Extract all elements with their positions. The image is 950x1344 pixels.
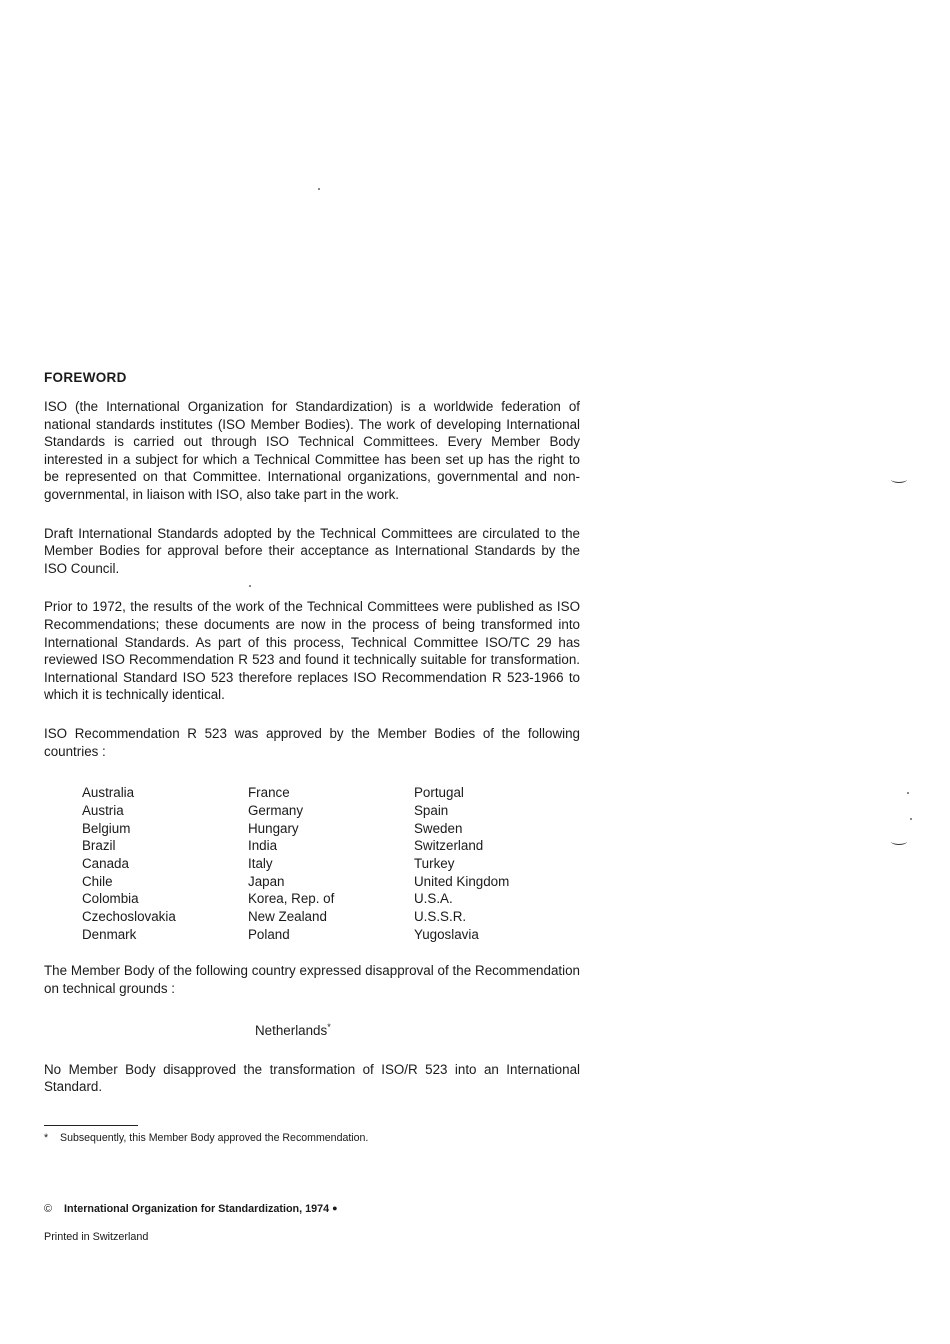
countries-column-1	[82, 784, 248, 943]
scan-artifact-dot	[907, 792, 909, 794]
scan-artifact-dot	[249, 585, 251, 587]
country-item: Korea, Rep. of	[248, 891, 335, 907]
country-item: Colombia	[82, 891, 139, 907]
footnote-reference-mark: *	[327, 1021, 331, 1032]
foreword-paragraph-2: Draft International Standards adopted by the Technical Committees are circulated to the Member Bodies for approval before their acceptance as International Standards by the ISO Council.	[44, 525, 580, 576]
disapproving-country-name: Netherlands	[255, 1022, 328, 1038]
country-item: Japan	[248, 873, 285, 889]
country-item: Hungary	[248, 820, 299, 836]
country-item: Brazil	[82, 838, 116, 854]
country-item: Portugal	[414, 785, 464, 801]
footnote	[44, 1131, 368, 1145]
country-item: Germany	[248, 802, 304, 818]
country-item: India	[248, 838, 278, 854]
closing-paragraph: No Member Body disapproved the transformation of ISO/R 523 into an International Standard.	[44, 1061, 580, 1095]
country-item: Poland	[248, 926, 290, 942]
disapproval-paragraph: The Member Body of the following country expressed disapproval of the Recommendation on technical grounds :	[44, 963, 580, 997]
countries-column-2	[248, 784, 414, 943]
country-item: Canada	[82, 855, 129, 871]
country-item: Yugoslavia	[414, 926, 479, 942]
copyright-icon: ©	[44, 1203, 52, 1215]
scan-artifact-mark	[891, 476, 907, 483]
foreword-paragraph-3: Prior to 1972, the results of the work of the Technical Committees were published as ISO Recommendations; these documents are now in the process of being transformed into International Standards. As part of this process, Technical Committee ISO/TC 29 has reviewed ISO Recommendation R 523 and found it technically suitable for transformation. International Standard ISO 523 therefore replaces ISO Recommendation R 523-1966 to which it is technically identical.	[44, 599, 580, 703]
country-item: Sweden	[414, 820, 463, 836]
foreword-section	[44, 370, 580, 1116]
bullet-icon: ●	[332, 1203, 338, 1213]
countries-column-3	[414, 784, 580, 943]
country-item: France	[248, 785, 290, 801]
copyright-line	[44, 1201, 338, 1216]
scan-artifact-dot	[910, 818, 912, 820]
foreword-paragraph-4: ISO Recommendation R 523 was approved by the Member Bodies of the following countries :	[44, 725, 580, 759]
copyright-text: International Organization for Standardization, 1974	[64, 1203, 330, 1215]
foreword-paragraph-1: ISO (the International Organization for Standardization) is a worldwide federation of national standards institutes (ISO Member Bodies). The work of developing International Standards is carried out through ISO Technical Committees. Every Member Body interested in a subject for which a Technical Committee has been set up has the right to be represented on that Committee. International organizations, governmental and non-governmental, in liaison with ISO, also take part in the work.	[44, 399, 580, 502]
country-item: U.S.A.	[414, 891, 453, 907]
scan-artifact-mark	[891, 838, 907, 845]
printed-location: Printed in Switzerland	[44, 1231, 149, 1243]
country-item: Austria	[82, 802, 124, 818]
country-item: Chile	[82, 873, 113, 889]
scan-artifact-dot	[318, 188, 320, 190]
approving-countries-list	[82, 784, 580, 943]
footnote-divider	[44, 1125, 138, 1126]
country-item: Denmark	[82, 926, 137, 942]
country-item: U.S.S.R.	[414, 909, 467, 925]
country-item: Switzerland	[414, 838, 484, 854]
country-item: New Zealand	[248, 909, 327, 925]
country-item: Czechoslovakia	[82, 909, 176, 925]
footnote-text: Subsequently, this Member Body approved the Recommendation.	[60, 1132, 369, 1144]
country-item: United Kingdom	[414, 873, 510, 889]
country-item: Turkey	[414, 855, 455, 871]
country-item: Spain	[414, 802, 449, 818]
footnote-mark: *	[44, 1132, 49, 1144]
foreword-heading: FOREWORD	[44, 370, 127, 385]
disapproving-country	[255, 1018, 580, 1040]
country-item: Belgium	[82, 820, 131, 836]
country-item: Australia	[82, 785, 135, 801]
country-item: Italy	[248, 855, 273, 871]
